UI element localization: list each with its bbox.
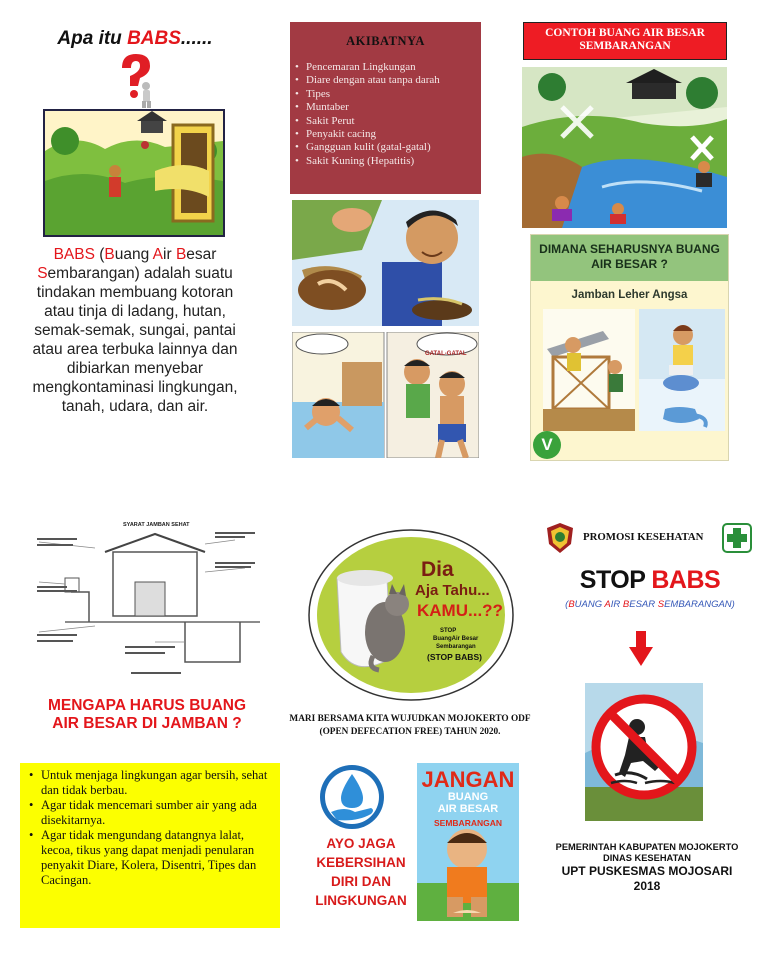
no-defecation-sign xyxy=(585,683,703,821)
arrow-down-icon xyxy=(629,631,653,667)
mengapa-heading: MENGAPA HARUS BUANG AIR BESAR DI JAMBAN ? xyxy=(47,697,247,732)
akibat-heading: AKIBATNYA xyxy=(346,34,425,48)
gov-line-2: DINAS KESEHATAN xyxy=(603,853,691,863)
list-item: • Sakit Kuning (Hepatitis) xyxy=(306,155,481,168)
puskesmas-label xyxy=(536,864,758,894)
government-label xyxy=(536,842,758,864)
dimana-heading: DIMANA SEHARUSNYA BUANG AIR BESAR ? xyxy=(531,235,728,281)
list-item: • Diare dengan atau tanpa darah xyxy=(306,74,481,87)
diagram-title: SYARAT JAMBAN SEHAT xyxy=(123,522,190,528)
question-mark-figure xyxy=(112,52,160,108)
stop-babs-title xyxy=(540,566,760,595)
panel1-title xyxy=(40,28,230,50)
def-s: S xyxy=(37,265,48,282)
campaign-text: MARI BERSAMA KITA WUJUDKAN MOJOKERTO ODF (OPEN DEFECATION FREE) TAHUN 2020. xyxy=(289,714,531,737)
poster-sembarangan: Sembarangan xyxy=(436,644,476,650)
hand-water-icon xyxy=(319,764,385,830)
jangan-poster xyxy=(417,763,519,921)
ayo-jaga-text xyxy=(311,834,411,910)
jangan-word: JANGAN xyxy=(421,767,515,792)
poster-dia: Dia xyxy=(421,558,454,581)
latrine-construction-illustration xyxy=(543,309,635,431)
def-a: A xyxy=(152,246,164,263)
list-item: • Pencemaran Lingkungan xyxy=(306,61,481,74)
health-cross-icon xyxy=(722,523,752,553)
regency-emblem-icon xyxy=(546,522,574,554)
river-illustration xyxy=(522,67,727,228)
babs-word: BABS xyxy=(651,566,721,594)
healthy-latrine-diagram xyxy=(35,522,260,682)
poster-stopbabs: (STOP BABS) xyxy=(427,652,482,662)
title-suffix: ...... xyxy=(180,28,213,49)
toilet-illustration xyxy=(639,309,725,431)
def-rest: embarangan) adalah suatu tindakan membuang kotoran atau tinja di ladang, hutan, semak-semak, sungai, pantai atau area terbuka lainnya dan dibiarkan menyebar mengkontaminasi lingkungan, tanah, udara, dan air. xyxy=(32,265,238,415)
jangan-sub: BUANG AIR BESAR xyxy=(437,791,499,815)
jamban-label: Jamban Leher Angsa xyxy=(571,289,688,301)
comic-illustration xyxy=(292,332,479,458)
year-label: 2018 xyxy=(633,879,661,893)
def-b: B xyxy=(104,246,115,263)
check-badge-icon: V xyxy=(533,431,561,459)
effects-list xyxy=(290,61,481,168)
list-item: • Agar tidak mengundang datangnya lalat, kecoa, tikus yang dapat menjadi penularan penyakit Diare, Kolera, Disentri, Tipes dan Cacingan. xyxy=(27,828,274,888)
poster-stop: STOP xyxy=(440,628,457,634)
reasons-list xyxy=(27,768,274,888)
poster-kamu: KAMU...?? xyxy=(417,601,503,620)
stop-word: STOP xyxy=(579,566,652,594)
list-item: • Untuk menjaga lingkungan agar bersih, sehat dan tidak berbau. xyxy=(27,768,274,798)
ayo-line: AYO JAGA xyxy=(326,836,396,851)
babs-definition: BABS (Buang Air Besar Sembarangan) adalah suatu tindakan membuang kotoran atau tinja di ladang, hutan, semak-semak, sungai, pantai atau area terbuka lainnya dan dibiarkan menyebar mengkontaminasi lingkungan, tanah, udara, dan air. xyxy=(32,246,238,415)
list-item: • Penyakit cacing xyxy=(306,128,481,141)
akibat-box xyxy=(290,22,481,194)
field-illustration xyxy=(43,109,225,237)
list-item: • Sakit Perut xyxy=(306,115,481,128)
ayo-line: DIRI DAN xyxy=(331,874,391,889)
ayo-line: LINGKUNGAN xyxy=(315,893,407,908)
poster-babs: BuangAir Besar xyxy=(433,636,479,642)
poster-aja: Aja Tahu... xyxy=(415,582,490,599)
def-uang: uang xyxy=(114,246,153,263)
list-item: • Muntaber xyxy=(306,101,481,114)
title-prefix: Apa itu xyxy=(57,28,128,49)
reasons-box xyxy=(20,763,280,928)
babs-expansion: (BUANG AIR BESAR SEMBARANGAN) xyxy=(565,599,735,610)
jangan-sembarangan: SEMBARANGAN xyxy=(434,818,502,828)
dimana-panel xyxy=(530,234,729,461)
sick-man-illustration xyxy=(292,200,479,326)
gov-line-1: PEMERINTAH KABUPATEN MOJOKERTO xyxy=(555,842,739,852)
contoh-heading: CONTOH BUANG AIR BESAR SEMBARANGAN xyxy=(523,22,727,60)
list-item: • Agar tidak mencemari sumber air yang ada disekitarnya. xyxy=(27,798,274,828)
list-item: • Gangguan kulit (gatal-gatal) xyxy=(306,141,481,154)
ayo-jaga-poster xyxy=(311,762,411,922)
upt-name: UPT PUSKESMAS MOJOSARI xyxy=(561,864,733,878)
promo-label: PROMOSI KESEHATAN xyxy=(583,531,704,543)
def-esar: esar xyxy=(186,246,217,263)
ayo-line: KEBERSIHAN xyxy=(316,855,406,870)
promo-header xyxy=(546,520,752,556)
def-ir: ir xyxy=(163,246,176,263)
title-highlight: BABS xyxy=(127,28,181,49)
cat-toilet-poster xyxy=(307,528,515,702)
comic-label: GATAL-GATAL xyxy=(425,351,467,357)
list-item: • Tipes xyxy=(306,88,481,101)
